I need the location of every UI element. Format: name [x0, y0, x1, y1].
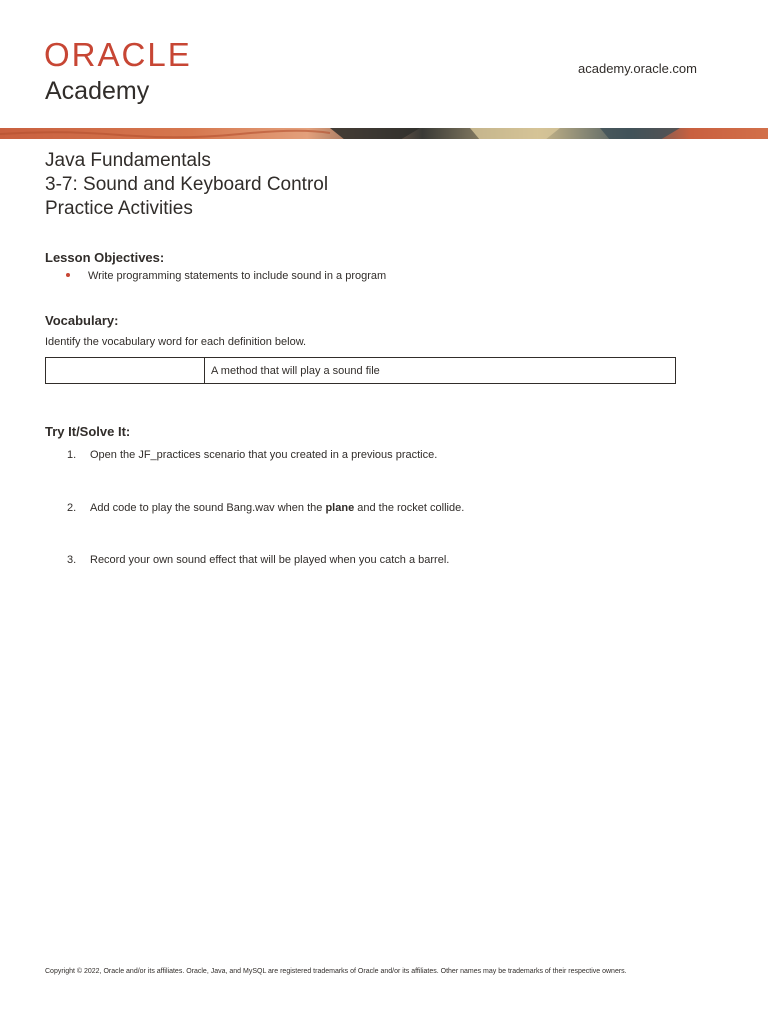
decorative-banner [0, 127, 768, 139]
objective-text: Write programming statements to include sound in a program [88, 270, 387, 282]
course-title: Java Fundamentals [45, 150, 211, 171]
vocabulary-heading: Vocabulary: [45, 313, 119, 328]
bullet-icon [66, 273, 70, 277]
step-text: Open the JF_practices scenario that you created in a previous practice. [90, 449, 438, 461]
step-number: 1. [67, 449, 77, 461]
objective-item [66, 270, 386, 282]
table-row [46, 358, 676, 384]
try-it-heading: Try It/Solve It: [45, 424, 131, 439]
step-text-pre: Add code to play the sound Bang.wav when the [90, 502, 326, 514]
step-text-post: and the rocket collide. [354, 502, 465, 514]
site-url: academy.oracle.com [578, 61, 697, 76]
vocabulary-instructions: Identify the vocabulary word for each definition below. [45, 336, 307, 348]
oracle-logo: ORACLE [44, 36, 192, 73]
lesson-title: 3-7: Sound and Keyboard Control [45, 174, 329, 195]
vocab-definition-cell: A method that will play a sound file [205, 358, 676, 384]
objectives-heading: Lesson Objectives: [45, 250, 165, 265]
step-text-bold: plane [325, 502, 355, 514]
step-item [67, 554, 449, 566]
step-number: 3. [67, 554, 77, 566]
activity-type: Practice Activities [45, 198, 193, 219]
step-item [67, 502, 464, 514]
academy-label: Academy [45, 77, 150, 105]
document-title [45, 149, 328, 221]
step-item [67, 449, 437, 461]
copyright-footer: Copyright © 2022, Oracle and/or its affiliates. Oracle, Java, and MySQL are registered trademarks of Oracle and/or its affiliates. Other names may be trademarks of their respective owners. [45, 968, 627, 975]
step-text: Record your own sound effect that will be played when you catch a barrel. [90, 554, 450, 566]
vocabulary-table [45, 357, 676, 384]
step-number: 2. [67, 502, 77, 514]
vocab-word-cell[interactable] [46, 358, 205, 384]
